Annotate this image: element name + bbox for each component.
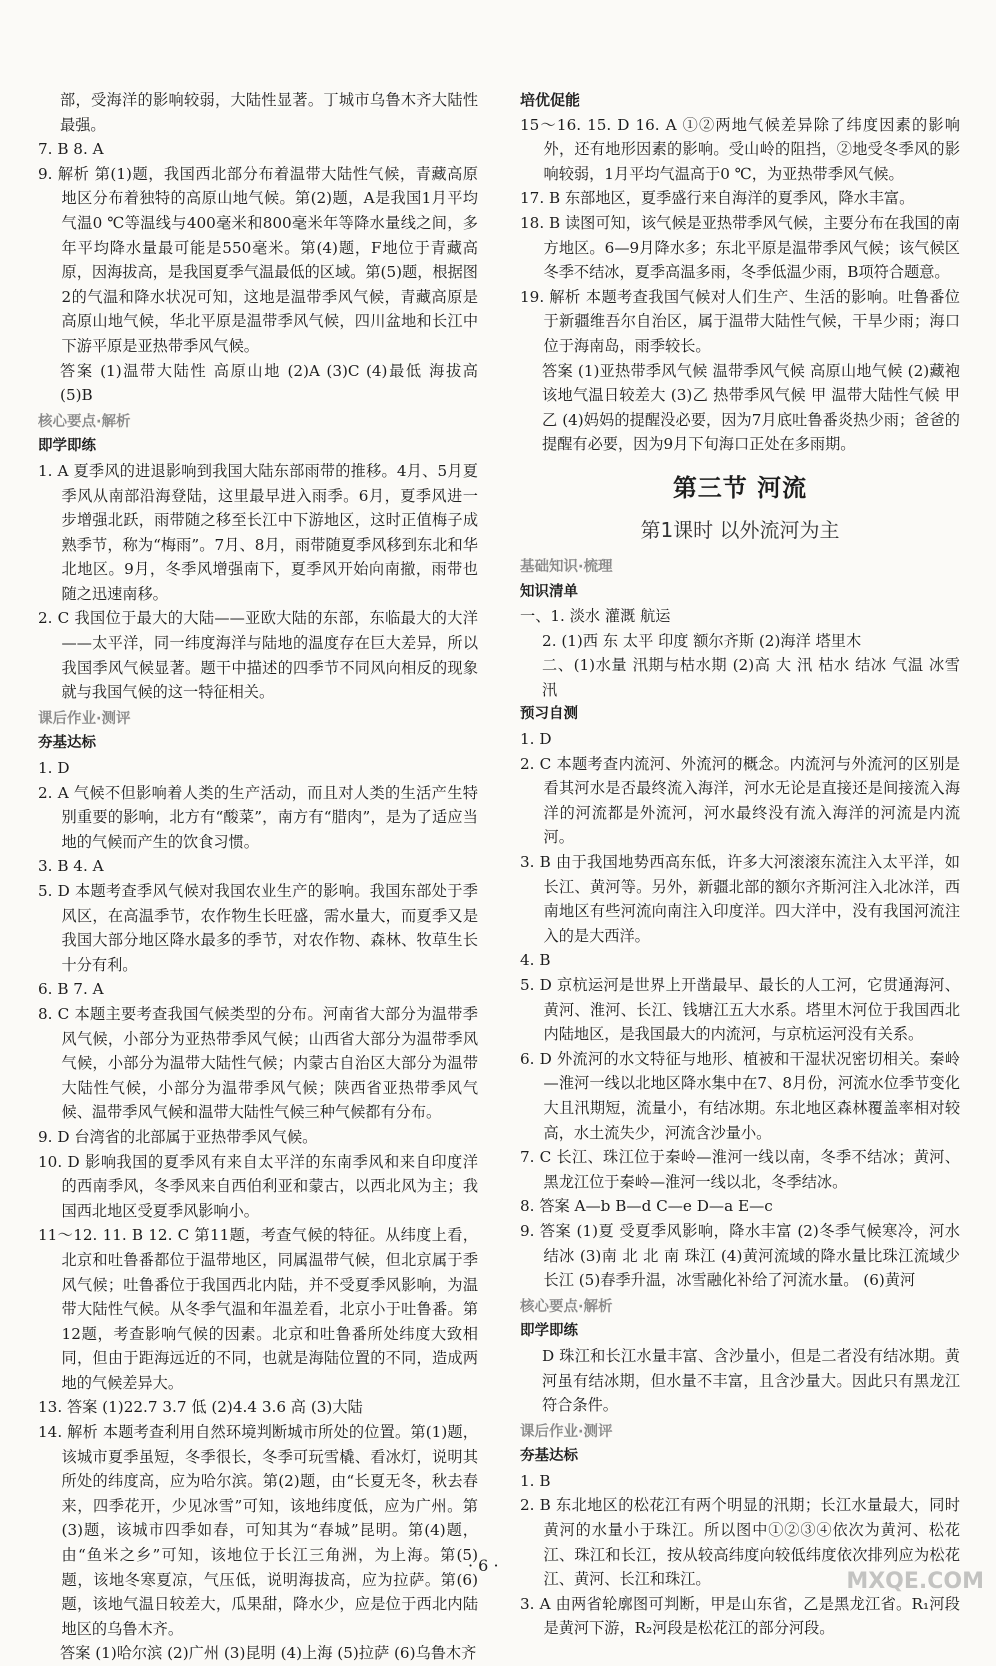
- answer-item: 9. 解析 第(1)题，我国西北部分布着温带大陆性气候，青藏高原地区分布着独特的高原山地气候。第(2)题，A是我国1月平均气温0 ℃等温线与400毫米和800毫米年等降水量线之间，多年平均降水量最可能是550毫米。第(4)题，F地位于青藏高原，因海拔高，是我国夏季气温最低的区域。第(5)题，根据图2的气温和降水状况可知，这地是温带季风气候，青藏高原是高原山地气候，华北平原是温带季风气候，四川盆地和长江中下游平原是亚热带季风气候。: [38, 164, 478, 355]
- answer-item: 6. D 外流河的水文特征与地形、植被和干湿状况密切相关。秦岭—淮河一线以北地区降水集中在7、8月份，河流水位季节变化大且汛期短，流量小，有结冰期。东北地区森林覆盖率相对较高，水土流失少，河流含沙量小。: [520, 1049, 960, 1142]
- right-column: [520, 88, 960, 1641]
- continuation-text: 答案 (1)亚热带季风气候 温带季风气候 高原山地气候 (2)藏袍 该地气温日较差大 (3)乙 热带季风气候 甲 温带大陆性气候 甲 乙 (4)妈妈的提醒没必要，因为7月底吐鲁番炎热少雨；爸爸的提醒有必要，因为9月下旬海口正处在多雨期。: [542, 361, 960, 454]
- answer-item: 13. 答案 (1)22.7 3.7 低 (2)4.4 3.6 高 (3)大陆: [38, 1398, 363, 1417]
- answer-item: 14. 解析 本题考查利用自然环境判断城市所处的位置。第(1)题，该城市夏季虽短，冬季很长，冬季可玩雪橇、看冰灯，说明其所处的纬度高，应为哈尔滨。第(2)题，由“长夏无冬，秋去春来，四季花开，少见冰雪”可知，该地纬度低，应为广州。第(3)题，该城市四季如春，可知其为“春城”昆明。第(4)题，由“鱼米之乡”可知，该地位于长江三角洲，为上海。第(5)题，该地冬寒夏凉，气压低，说明海拔高，应为拉萨。第(6)题，该地气温日较差大，瓜果甜，降水少，应是位于西北内陆地区的乌鲁木齐。: [38, 1423, 478, 1638]
- continuation-text: D 珠江和长江水量丰富、含沙量小，但是二者没有结冰期。黄河虽有结冰期，但水量不丰富，且含沙量大。因此只有黑龙江符合条件。: [542, 1346, 960, 1415]
- section-header: 基础知识·梳理: [520, 558, 613, 575]
- answer-item: 2. C 我国位于最大的大陆——亚欧大陆的东部，东临最大的大洋——太平洋，同一纬度海洋与陆地的温度存在巨大差异，所以我国季风气候显著。题干中描述的四季节不同风向相反的现象就与我国气候的这一特征相关。: [38, 609, 478, 702]
- subsection-header: 夯基达标: [38, 735, 96, 752]
- answer-item: 1. B: [520, 1471, 551, 1490]
- answer-item: 4. B: [520, 951, 551, 970]
- section-header: 课后作业·测评: [38, 710, 131, 727]
- answer-item: 2. A 气候不但影响着人类的生产活动，而且对人类的生活产生特别重要的影响，北方有“酸菜”，南方有“腊肉”，是为了适应当地的气候而产生的饮食习惯。: [38, 783, 478, 851]
- subsection-header: 夯基达标: [520, 1448, 578, 1465]
- answer-item: 3. B 由于我国地势西高东低，许多大河滚滚东流注入太平洋，如长江、黄河等。另外，新疆北部的额尔齐斯河注入北冰洋，西南地区有些河流向南注入印度洋。四大洋中，没有我国河流注入的是大西洋。: [520, 853, 960, 945]
- section-header: 课后作业·测评: [520, 1423, 613, 1440]
- continuation-text: 二、(1)水量 汛期与枯水期 (2)高 大 汛 枯水 结冰 气温 冰雪 汛: [542, 656, 960, 699]
- lesson-title: 第1课时 以外流河为主: [640, 517, 840, 542]
- answer-item: 19. 解析 本题考查我国气候对人们生产、生活的影响。吐鲁番位于新疆维吾尔自治区，属于温带大陆性气候，干旱少雨；海口位于海南岛，雨季较长。: [520, 287, 960, 355]
- answer-item: 9. D 台湾省的北部属于亚热带季风气候。: [38, 1127, 318, 1146]
- answer-item: 5. D 京杭运河是世界上开凿最早、最长的人工河，它贯通海河、黄河、淮河、长江、钱塘江五大水系。塔里木河位于我国西北内陆地区，是我国最大的内流河，与京杭运河没有关系。: [520, 976, 960, 1044]
- chapter-title: 第三节 河流: [672, 473, 808, 502]
- answer-item: 一、1. 淡水 灌溉 航运: [520, 607, 671, 626]
- answer-item: 8. 答案 A—b B—d C—e D—a E—c: [520, 1197, 773, 1216]
- answer-item: 1. A 夏季风的进退影响到我国大陆东部雨带的推移。4月、5月夏季风从南部沿海登陆，这里最早进入雨季。6月，夏季风进一步增强北跃，雨带随之移至长江中下游地区，这时正值梅子成熟季节，称为“梅雨”。7月、8月，雨带随夏季风移到东北和华北地区。9月，冬季风增强南下，夏季风开始向南撤，雨带也随之迅速南移。: [38, 461, 478, 603]
- section-header: 核心要点·解析: [520, 1298, 613, 1315]
- answer-item: 11～12. 11. B 12. C 第11题，考查气候的特征。从纬度上看，北京和吐鲁番都位于温带地区，同属温带气候，但北京属于季风气候；吐鲁番位于我国西北内陆，并不受夏季风影响，为温带大陆性气候。从冬季气温和年温差看，北京小于吐鲁番。第12题，考查影响气候的因素。北京和吐鲁番所处纬度大致相同，但由于距海远近的不同，也就是海陆位置的不同，造成两地的气候差异大。: [38, 1226, 478, 1392]
- subsection-header: 即学即练: [38, 438, 96, 455]
- answer-item: 9. 答案 (1)夏 受夏季风影响，降水丰富 (2)冬季气候寒冷，河水结冰 (3)南 北 北 南 珠江 (4)黄河流域的降水量比珠江流域少 长江 (5)春季升温，冰雪融化补给了河流水量。 (6)黄河: [520, 1221, 960, 1290]
- answer-item: 1. D: [520, 730, 552, 749]
- answer-item: 7. C 长江、珠江位于秦岭—淮河一线以南，冬季不结冰；黄河、黑龙江位于秦岭—淮河一线以北，冬季结冰。: [520, 1148, 960, 1191]
- subsection-header: 预习自测: [520, 706, 578, 723]
- answer-item: 3. B 4. A: [38, 857, 104, 876]
- section-header: 培优促能: [520, 91, 581, 109]
- answer-item: 15～16. 15. D 16. A ①②两地气候差异除了纬度因素的影响外，还有地形因素的影响。受山岭的阻挡，②地受冬季风的影响较弱，1月平均气温高于0 ℃，为亚热带季风气候。: [520, 115, 960, 183]
- answer-item: 6. B 7. A: [38, 980, 104, 999]
- answer-item: 1. D: [38, 759, 70, 778]
- subsection-header: 知识清单: [520, 583, 578, 600]
- section-header: 核心要点·解析: [38, 413, 131, 430]
- continuation-text: 答案 (1)温带大陆性 高原山地 (2)A (3)C (4)最低 海拔高 (5)B: [60, 361, 478, 405]
- left-column: [38, 88, 478, 1666]
- watermark-logo: MXQE.COM: [846, 1569, 984, 1594]
- answer-item: 2. C 本题考查内流河、外流河的概念。内流河与外流河的区别是看其河水是否最终流入海洋，河水无论是直接还是间接流入海洋的河流都是外流河，河水最终没有流入海洋的河流是内流河。: [520, 754, 960, 847]
- answer-item: 3. A 由两省轮廓图可判断，甲是山东省，乙是黑龙江省。R₁河段是黄河下游，R₂河段是松花江的部分河段。: [520, 1594, 960, 1638]
- answer-item: 17. B 东部地区，夏季盛行来自海洋的夏季风，降水丰富。: [520, 189, 915, 208]
- answer-item: 5. D 本题考查季风气候对我国农业生产的影响。我国东部处于季风区，在高温季节，农作物生长旺盛，需水量大，而夏季又是我国大部分地区降水最多的季节，对农作物、森林、牧草生长十分有利。: [38, 882, 478, 974]
- continuation-text: 2. (1)西 东 太平 印度 额尔齐斯 (2)海洋 塔里木: [542, 631, 862, 650]
- continuation-text: 部，受海洋的影响较弱，大陆性显著。丁城市乌鲁木齐大陆性最强。: [60, 91, 478, 134]
- answer-item: 8. C 本题主要考查我国气候类型的分布。河南省大部分为温带季风气候，小部分为亚热带季风气候；山西省大部分为温带季风气候，小部分为温带大陆性气候；内蒙古自治区大部分为温带大陆性气候，小部分为温带季风气候；陕西省亚热带季风气候、温带季风气候和温带大陆性气候三种气候都有分布。: [38, 1004, 478, 1122]
- answer-item: 18. B 读图可知，该气候是亚热带季风气候，主要分布在我国的南方地区。6—9月降水多；东北平原是温带季风气候；该气候区冬季不结冰，夏季高温多雨，冬季低温少雨，B项符合题意。: [520, 213, 960, 282]
- continuation-text: 答案 (1)哈尔滨 (2)广州 (3)昆明 (4)上海 (5)拉萨 (6)乌鲁木齐: [60, 1644, 477, 1663]
- answer-item: 7. B 8. A: [38, 140, 104, 159]
- page-number: · 6 ·: [468, 1556, 499, 1575]
- subsection-header: 即学即练: [520, 1323, 578, 1340]
- answer-item: 10. D 影响我国的夏季风有来自太平洋的东南季风和来自印度洋的西南季风，冬季风来自西伯利亚和蒙古，以西北风为主；我国西北地区受夏季风影响小。: [38, 1152, 478, 1220]
- answer-item: 2. B 东北地区的松花江有两个明显的汛期；长江水量最大，同时黄河的水量小于珠江。所以图中①②③④依次为黄河、松花江、珠江和长江，按从较高纬度向较低纬度依次排列应为松花江、黄河、长江和珠江。: [520, 1496, 960, 1589]
